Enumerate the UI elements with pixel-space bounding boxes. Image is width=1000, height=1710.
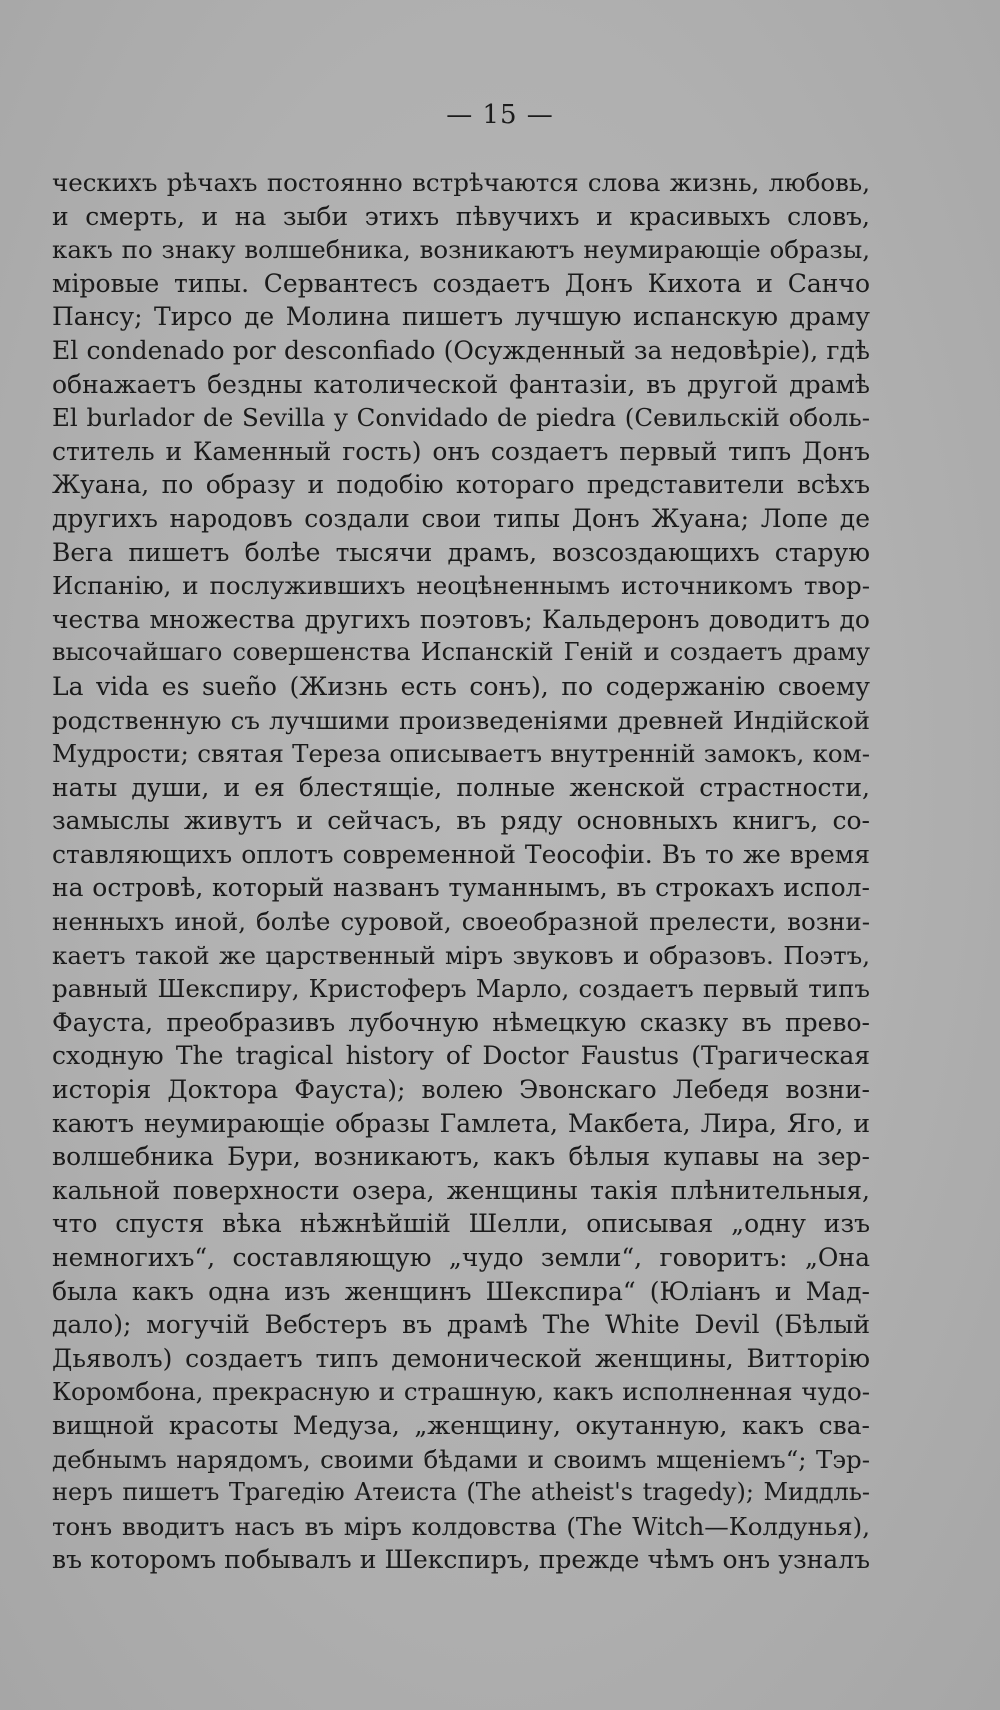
text-line: Пансу; Тирсо де Молина пишетъ лучшую испанскую драму <box>52 302 870 332</box>
text-line: тонъ вводитъ насъ въ міръ колдовства (The Witch—Колдунья), <box>52 1511 870 1541</box>
text-line: ститель и Каменный гость) онъ создаетъ первый типъ Донъ <box>52 436 870 466</box>
text-line: ставляющихъ оплотъ современной Теософіи. Въ то же время <box>52 839 870 869</box>
text-line: вищной красоты Медуза, „женщину, окутанную, какъ сва- <box>52 1410 870 1440</box>
text-line: немногихъ“, составляющую „чудо земли“, говоритъ: „Она <box>52 1243 870 1272</box>
text-line: неръ пишетъ Трагедію Атеиста (The atheist's tragedy); Миддль- <box>52 1478 870 1507</box>
text-line: обнажаетъ бездны католической фантазіи, въ другой драмѣ <box>52 369 870 399</box>
text-line: La vida es sueño (Жизнь есть сонъ), по содержанію своему <box>52 671 870 701</box>
text-line: Фауста, преобразивъ лубочную нѣмецкую сказку въ прево- <box>52 1007 870 1037</box>
text-line: ненныхъ иной, болѣе суровой, своеобразной прелести, возни- <box>52 907 870 937</box>
text-line: Коромбона, прекрасную и страшную, какъ исполненная чудо- <box>52 1377 870 1407</box>
text-line: наты души, и ея блестящіе, полные женской страстности, <box>52 772 870 802</box>
text-line: міровые типы. Сервантесъ создаетъ Донъ Кихота и Санчо <box>52 268 870 298</box>
text-line: Жуана, по образу и подобію котораго представители всѣхъ <box>52 470 870 500</box>
text-line: какъ по знаку волшебника, возникаютъ неумирающіе образы, <box>52 235 870 265</box>
text-line: сходную The tragical history of Doctor Faustus (Трагическая <box>52 1041 870 1071</box>
text-line: дало); могучій Вебстеръ въ драмѣ The White Devil (Бѣлый <box>52 1310 870 1340</box>
body-text <box>52 166 870 1577</box>
text-line: чества множества другихъ поэтовъ; Кальдеронъ доводитъ до <box>52 604 870 634</box>
text-line: кальной поверхности озера, женщины такія плѣнительныя, <box>52 1175 870 1205</box>
text-line: каютъ неумирающіе образы Гамлета, Макбета, Лира, Яго, и <box>52 1108 870 1138</box>
text-line: что спустя вѣка нѣжнѣйшій Шелли, описывая „одну изъ <box>52 1209 870 1239</box>
text-line: Испанію, и послужившихъ неоцѣненнымъ источникомъ твор- <box>52 571 870 601</box>
text-line: родственную съ лучшими произведеніями древней Индійской <box>52 705 870 735</box>
text-line: Вега пишетъ болѣе тысячи драмъ, возсоздающихъ старую <box>52 537 870 567</box>
text-line: El condenado por desconfiado (Осужденный за недовѣріе), гдѣ <box>52 335 870 365</box>
text-line: Мудрости; святая Тереза описываетъ внутренній замокъ, ком- <box>52 739 870 769</box>
text-line: каетъ такой же царственный міръ звуковъ и образовъ. Поэтъ, <box>52 940 870 970</box>
text-line: замыслы живутъ и сейчасъ, въ ряду основныхъ книгъ, со- <box>52 806 870 836</box>
text-line: El burlador de Sevilla y Convidado de piedra (Севильскій оболь- <box>52 403 870 433</box>
text-line: въ которомъ побывалъ и Шекспиръ, прежде чѣмъ онъ узналъ <box>52 1545 870 1575</box>
text-line: ческихъ рѣчахъ постоянно встрѣчаются слова жизнь, любовь, <box>52 168 870 197</box>
text-line: высочайшаго совершенства Испанскій Геній и создаетъ драму <box>52 638 870 667</box>
text-line: волшебника Бури, возникаютъ, какъ бѣлыя купавы на зер- <box>52 1142 870 1172</box>
text-line: другихъ народовъ создали свои типы Донъ Жуана; Лопе де <box>52 503 870 533</box>
text-line: дебнымъ нарядомъ, своими бѣдами и своимъ мщеніемъ“; Тэр- <box>52 1444 870 1474</box>
text-line: Дьяволъ) создаетъ типъ демонической женщины, Витторію <box>52 1343 870 1373</box>
page-number: — 15 — <box>446 100 554 130</box>
text-line: была какъ одна изъ женщинъ Шекспира“ (Юліанъ и Мад- <box>52 1276 870 1306</box>
text-line: исторія Доктора Фауста); волею Эвонскаго Лебедя возни- <box>52 1075 870 1105</box>
text-line: равный Шекспиру, Кристоферъ Марло, создаетъ первый типъ <box>52 974 870 1004</box>
text-line: и смерть, и на зыби этихъ пѣвучихъ и красивыхъ словъ, <box>52 201 870 231</box>
text-line: на островѣ, который названъ туманнымъ, въ строкахъ испол- <box>52 873 870 903</box>
